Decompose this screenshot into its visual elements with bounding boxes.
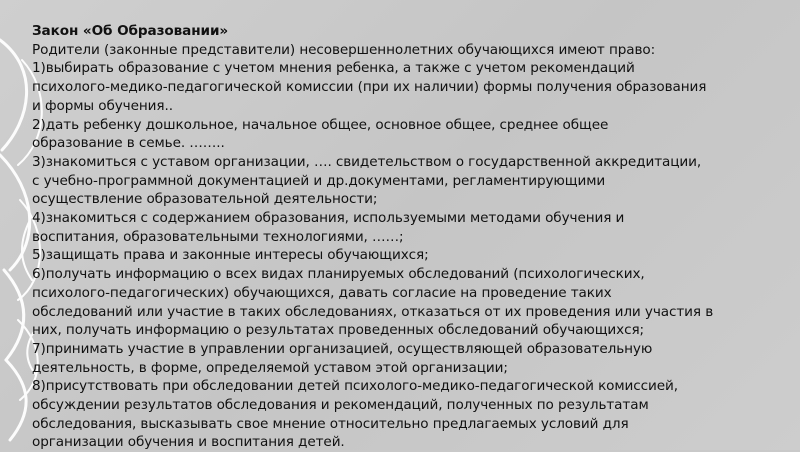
text-line: 1)выбирать образование с учетом мнения ребенка, а также с учетом рекомендаций	[32, 60, 635, 77]
text-line: обсуждении результатов обследования и рекомендаций, полученных по результатам	[32, 397, 649, 414]
text-line: осуществление образовательной деятельности;	[32, 191, 378, 208]
text-line: психолого-медико-педагогической комиссии (при их наличии) формы получения образования	[32, 79, 707, 96]
text-line: с учебно-программной документацией и др.документами, регламентирующими	[32, 172, 606, 189]
document-body	[32, 22, 772, 452]
text-line: них, получать информацию о результатах проведенных обследований обучающихся;	[32, 322, 645, 339]
text-line: психолого-педагогических) обучающихся, давать согласие на проведение таких	[32, 284, 612, 301]
text-line: и формы обучения..	[32, 97, 173, 114]
text-line: обследований или участие в таких обследованиях, отказаться от их проведения или участия в	[32, 303, 714, 320]
text-line: организации обучения и воспитания детей.	[32, 434, 345, 451]
text-line: 7)принимать участие в управлении организацией, осуществляющей образовательную	[32, 340, 653, 357]
text-line: образование в семье. ……..	[32, 135, 225, 152]
text-line: 6)получать информацию о всех видах планируемых обследований (психологических,	[32, 266, 645, 283]
text-line: 4)знакомиться с содержанием образования, используемыми методами обучения и	[32, 210, 625, 227]
text-line: обследования, высказывать свое мнение относительно предлагаемых условий для	[32, 415, 629, 432]
text-line: 5)защищать права и законные интересы обучающихся;	[32, 247, 429, 264]
text-line: 8)присутствовать при обследовании детей психолого-медико-педагогической комиссией,	[32, 378, 678, 395]
document-title: Закон «Об Образовании»	[32, 23, 229, 39]
text-line: 2)дать ребенку дошкольное, начальное общее, основное общее, среднее общее	[32, 116, 609, 133]
text-line: деятельность, в форме, определяемой уставом этой организации;	[32, 359, 508, 376]
text-line: 3)знакомиться с уставом организации, …. свидетельством о государственной аккредитации,	[32, 153, 702, 170]
text-line: воспитания, образовательными технологиями, ……;	[32, 228, 404, 245]
text-line: Родители (законные представители) несовершеннолетних обучающихся имеют право:	[32, 41, 656, 58]
